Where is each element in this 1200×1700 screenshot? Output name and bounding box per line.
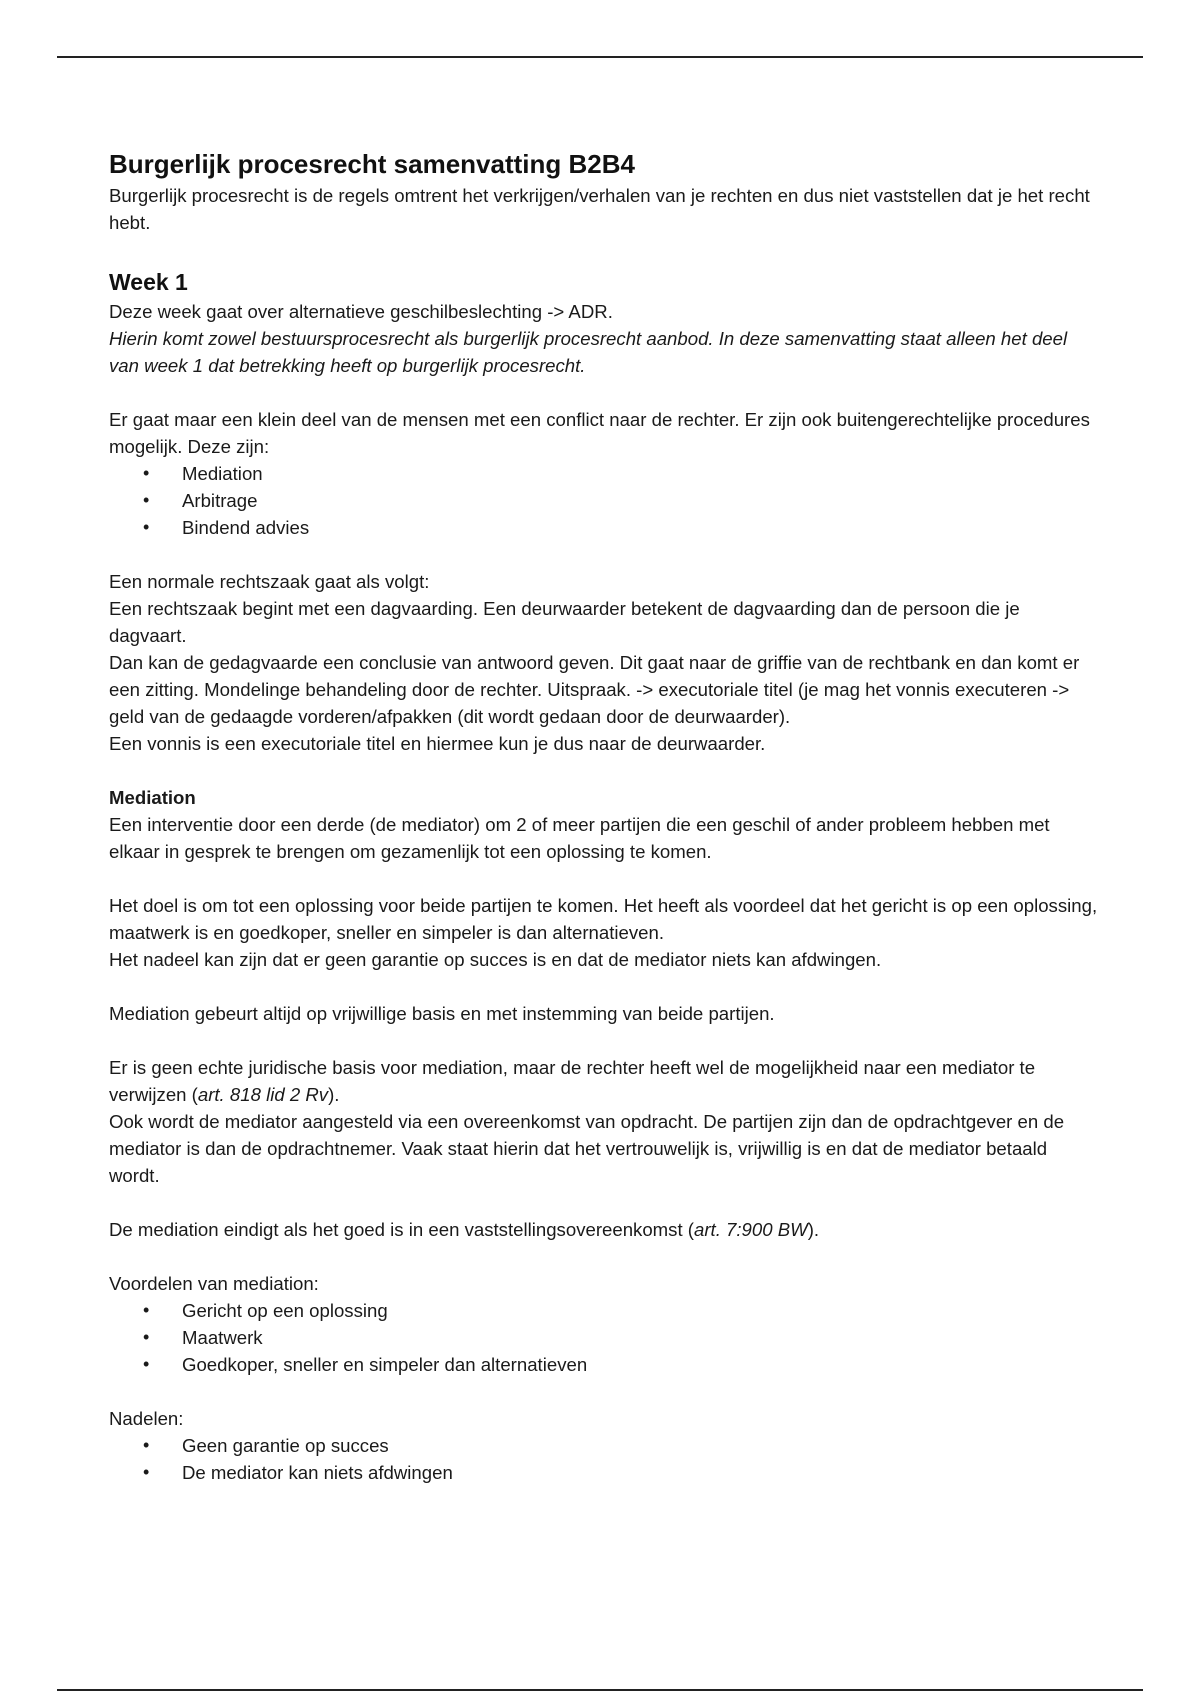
list-item: • Geen garantie op succes xyxy=(109,1432,1099,1459)
list-item: • De mediator kan niets afdwingen xyxy=(109,1459,1099,1486)
procedures-paragraph: Er gaat maar een klein deel van de mensen met een conflict naar de rechter. Er zijn ook buitengerechtelijke procedures mogelijk. Deze zijn: xyxy=(109,409,1090,457)
intro-paragraph: Burgerlijk procesrecht is de regels omtrent het verkrijgen/verhalen van je rechten en dus niet vaststellen dat je het recht hebt. xyxy=(109,185,1090,233)
mediation-opdracht: Ook wordt de mediator aangesteld via een overeenkomst van opdracht. De partijen zijn dan de opdrachtgever en de mediator is dan de opdrachtnemer. Vaak staat hierin dat het vertrouwelijk is, vrijwillig is en dat de mediator betaald wordt. xyxy=(109,1111,1065,1186)
mediation-doel: Het doel is om tot een oplossing voor beide partijen te komen. Het heeft als voordeel dat het gericht is op een oplossing, maatwerk is en goedkoper, sneller en simpeler is dan alternatieven. xyxy=(109,895,1098,943)
list-item: • Gericht op een oplossing xyxy=(109,1297,1099,1324)
basis-text-end: ). xyxy=(328,1084,340,1105)
article-reference: art. 7:900 BW xyxy=(694,1219,808,1240)
document-title: Burgerlijk procesrecht samenvatting B2B4 xyxy=(109,149,635,179)
week1-topic: Deze week gaat over alternatieve geschilbeslechting -> ADR. xyxy=(109,301,613,322)
mediation-definition: Een interventie door een derde (de mediator) om 2 of meer partijen die een geschil of ander probleem hebben met elkaar in gesprek te brengen om gezamenlijk tot een oplossing te komen. xyxy=(109,814,1050,862)
mediation-eindigt xyxy=(109,1216,1099,1243)
rechtszaak-paragraph-3: Een vonnis is een executoriale titel en hiermee kun je dus naar de deurwaarder. xyxy=(109,733,766,754)
voordelen-label: Voordelen van mediation: xyxy=(109,1273,319,1294)
eindigt-text: De mediation eindigt als het goed is in een vaststellingsovereenkomst ( xyxy=(109,1219,694,1240)
rechtszaak-paragraph-2: Dan kan de gedagvaarde een conclusie van antwoord geven. Dit gaat naar de griffie van de rechtbank en dan komt er een zitting. Mondelinge behandeling door de rechter. Uitspraak. -> executoriale titel (je mag het vonnis executeren -> geld van de gedaagde vorderen/afpakken (dit wordt gedaan door de deurwaarder). xyxy=(109,652,1080,727)
mediation-vrijwillig: Mediation gebeurt altijd op vrijwillige basis en met instemming van beide partijen. xyxy=(109,1003,775,1024)
mediation-heading: Mediation xyxy=(109,787,196,808)
list-item: • Goedkoper, sneller en simpeler dan alternatieven xyxy=(109,1351,1099,1378)
rechtszaak-intro: Een normale rechtszaak gaat als volgt: xyxy=(109,571,430,592)
nadelen-list xyxy=(109,1432,1099,1486)
list-item: • Bindend advies xyxy=(109,514,1099,541)
eindigt-text-end: ). xyxy=(807,1219,820,1240)
list-item: • Maatwerk xyxy=(109,1324,1099,1351)
rechtszaak-paragraph-1: Een rechtszaak begint met een dagvaarding. Een deurwaarder betekent de dagvaarding dan de persoon die je dagvaart. xyxy=(109,598,1020,646)
document-body xyxy=(109,146,1099,1486)
week1-italic-note: Hierin komt zowel bestuursprocesrecht als burgerlijk procesrecht aanbod. In deze samenvatting staat alleen het deel van week 1 dat betrekking heeft op burgerlijk procesrecht. xyxy=(109,328,1068,376)
top-divider xyxy=(57,56,1143,58)
list-item: • Mediation xyxy=(109,460,1099,487)
procedures-list xyxy=(109,460,1099,541)
nadelen-label: Nadelen: xyxy=(109,1408,184,1429)
voordelen-list xyxy=(109,1297,1099,1378)
bottom-divider xyxy=(57,1689,1143,1691)
mediation-juridische-basis xyxy=(109,1054,1099,1108)
mediation-nadeel: Het nadeel kan zijn dat er geen garantie op succes is en dat de mediator niets kan afdwingen. xyxy=(109,949,882,970)
article-reference: art. 818 lid 2 Rv xyxy=(197,1084,329,1105)
week1-heading: Week 1 xyxy=(109,269,188,295)
basis-text: Er is geen echte juridische basis voor mediation, maar de rechter heeft wel de mogelijkheid naar een mediator te verwijzen ( xyxy=(109,1057,1036,1105)
list-item: • Arbitrage xyxy=(109,487,1099,514)
